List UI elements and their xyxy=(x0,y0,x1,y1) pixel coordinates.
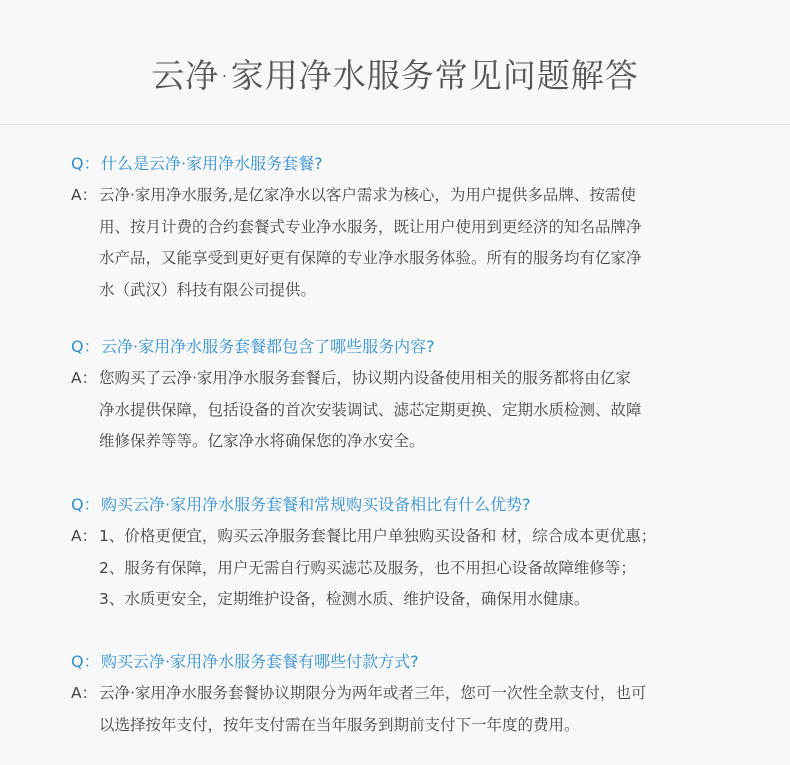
faq-item xyxy=(71,148,751,306)
answer-line: 用、按月计费的合约套餐式专业净水服务，既让用户使用到更经济的知名品牌净 xyxy=(99,217,642,236)
header-divider xyxy=(0,124,790,125)
answer-line: 维修保养等等。亿家净水将确保您的净水安全。 xyxy=(99,432,425,450)
question-text: 什么是云净·家用净水服务套餐? xyxy=(101,154,323,173)
faq-item xyxy=(71,646,751,741)
answer-text xyxy=(99,363,751,458)
answer-prefix: A： xyxy=(71,527,98,545)
faq-item xyxy=(71,489,751,616)
faq-answer xyxy=(71,678,751,741)
faq-answer xyxy=(71,521,751,616)
answer-line: 1、价格更便宜，购买云净服务套餐比用户单独购买设备和 材，综合成本更优惠； xyxy=(99,527,657,545)
answer-line: 水（武汉）科技有限公司提供。 xyxy=(99,280,317,299)
question-text: 购买云净·家用净水服务套餐和常规购买设备相比有什么优势? xyxy=(101,495,531,514)
answer-text xyxy=(99,678,751,741)
faq-item xyxy=(71,331,751,458)
answer-text xyxy=(99,180,751,306)
answer-line: 以选择按年支付，按年支付需在当年服务到期前支付下一年度的费用。 xyxy=(99,715,580,734)
question-prefix: Q： xyxy=(71,337,100,356)
answer-line: 水产品，又能享受到更好更有保障的专业净水服务体验。所有的服务均有亿家净 xyxy=(99,249,642,267)
faq-question xyxy=(71,646,751,678)
answer-line: 云净·家用净水服务,是亿家净水以客户需求为核心，为用户提供多品牌、按需使 xyxy=(99,186,636,204)
faq-answer xyxy=(71,180,751,306)
page-title: 云净·家用净水服务常见问题解答 xyxy=(151,56,639,95)
answer-line: 云净·家用净水服务套餐协议期限分为两年或者三年，您可一次性全款支付，也可 xyxy=(99,684,647,702)
answer-line: 3、水质更安全，定期维护设备，检测水质、维护设备，确保用水健康。 xyxy=(99,590,590,608)
question-prefix: Q： xyxy=(71,495,100,514)
answer-prefix: A： xyxy=(71,369,98,387)
question-prefix: Q： xyxy=(71,154,100,173)
answer-line: 2、服务有保障，用户无需自行购买滤芯及服务，也不用担心设备故障维修等； xyxy=(99,558,636,577)
answer-prefix: A： xyxy=(71,684,98,702)
question-text: 云净·家用净水服务套餐都包含了哪些服务内容? xyxy=(101,337,435,356)
answer-line: 您购买了云净·家用净水服务套餐后，协议期内设备使用相关的服务都将由亿家 xyxy=(99,369,631,387)
faq-answer xyxy=(71,363,751,458)
answer-line: 净水提供保障，包括设备的首次安装调试、滤芯定期更换、定期水质检测、故障 xyxy=(99,400,642,419)
faq-question xyxy=(71,331,751,363)
question-text: 购买云净·家用净水服务套餐有哪些付款方式? xyxy=(101,652,419,671)
answer-prefix: A： xyxy=(71,186,98,204)
question-prefix: Q： xyxy=(71,652,100,671)
faq-question xyxy=(71,148,751,180)
faq-question xyxy=(71,489,751,521)
answer-text xyxy=(99,521,751,616)
